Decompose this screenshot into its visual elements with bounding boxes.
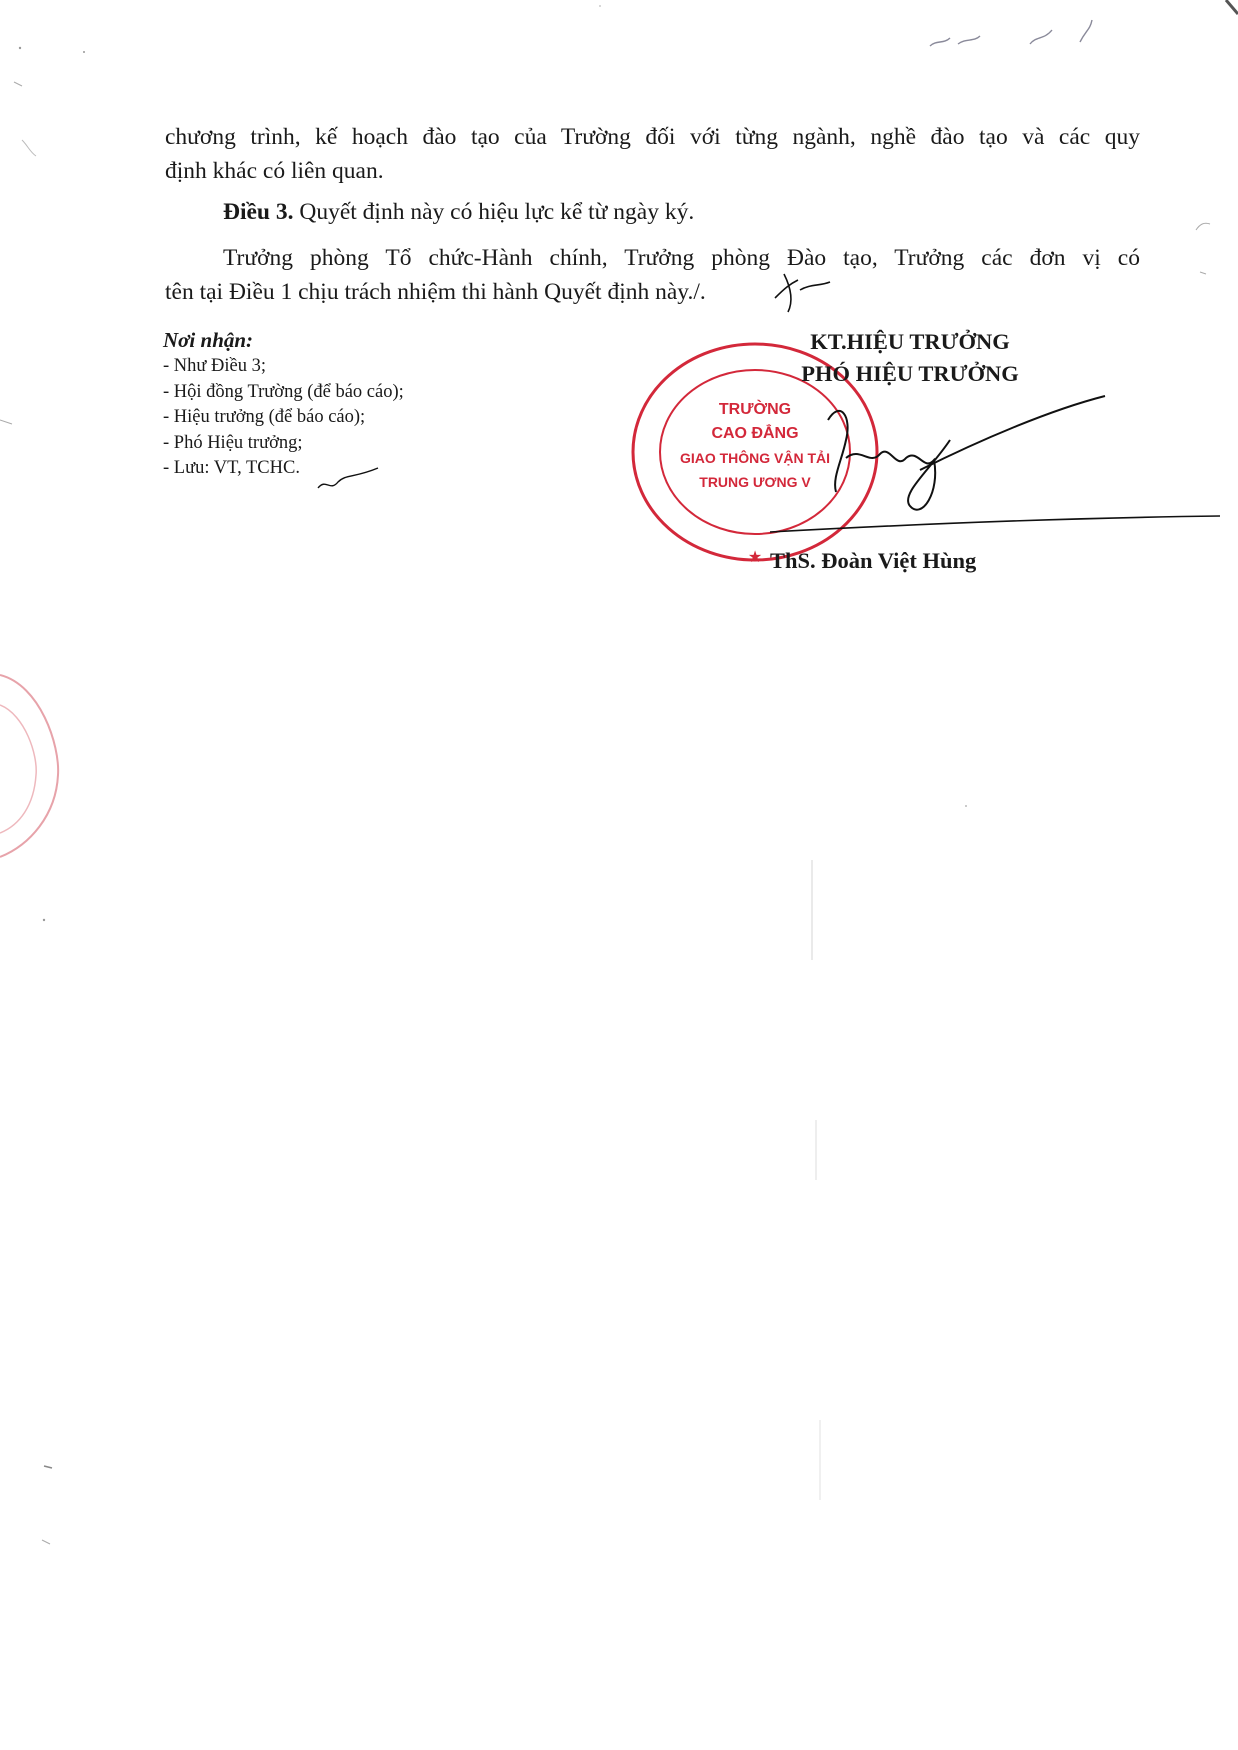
- recipient-item: - Phó Hiệu trưởng;: [163, 432, 303, 453]
- recipients-title: Nơi nhận:: [163, 328, 254, 352]
- article-3-label: Điều 3.: [223, 199, 294, 225]
- signature-title-2: PHÓ HIỆU TRƯỞNG: [801, 361, 1019, 386]
- paragraph-continuation-line2: định khác có liên quan.: [165, 158, 384, 184]
- recipient-item: - Như Điều 3;: [163, 356, 267, 376]
- responsibility-paragraph-line1: Trưởng phòng Tổ chức-Hành chính, Trưởng phòng Đào tạo, Trưởng các đơn vị có: [223, 245, 1140, 271]
- paragraph-continuation-line1: chương trình, kế hoạch đào tạo của Trường đối với từng ngành, nghề đào tạo và các quy: [165, 124, 1140, 150]
- stamp-line-1: TRƯỜNG: [718, 401, 792, 418]
- recipient-item: - Lưu: VT, TCHC.: [163, 458, 300, 478]
- stamp-line-2: CAO ĐẲNG: [711, 425, 799, 442]
- article-3-text: Quyết định này có hiệu lực kể từ ngày ký.: [293, 199, 695, 225]
- svg-text:★: ★: [747, 549, 763, 566]
- recipient-item: - Hiệu trưởng (để báo cáo);: [163, 407, 366, 427]
- signer-name: ThS. Đoàn Việt Hùng: [770, 548, 977, 573]
- stamp-line-3: GIAO THÔNG VẬN TẢI: [679, 450, 831, 466]
- signature-title-1: KT.HIỆU TRƯỞNG: [810, 329, 1010, 354]
- stamp-line-4: TRUNG ƯƠNG V: [699, 474, 811, 490]
- recipient-item: - Hội đồng Trường (để báo cáo);: [163, 381, 404, 402]
- responsibility-paragraph-line2: tên tại Điều 1 chịu trách nhiệm thi hành Quyết định này./.: [165, 279, 706, 305]
